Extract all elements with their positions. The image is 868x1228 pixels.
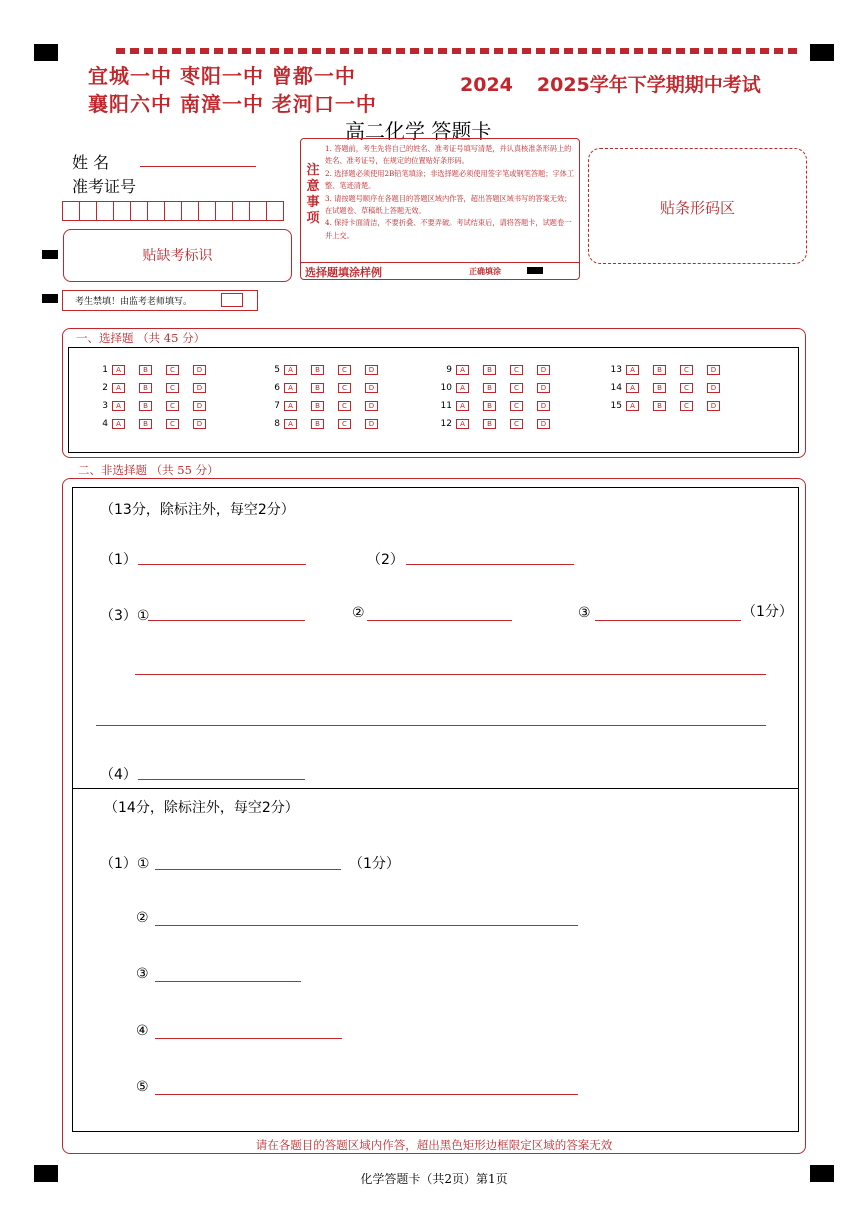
- q16-part1-label: （1）: [100, 552, 137, 568]
- mc-title: 一、选择题 （共 45 分）: [76, 331, 206, 345]
- corner-mark-top-right: [810, 44, 834, 61]
- mc-option-bubble[interactable]: C: [338, 401, 351, 411]
- mc-option-bubble[interactable]: C: [510, 401, 523, 411]
- q16-part3c-score: （1分）: [742, 604, 793, 620]
- q16-header: （13分，除标注外，每空2分）: [100, 502, 295, 518]
- mc-option-bubble[interactable]: B: [483, 401, 496, 411]
- mc-option-bubble[interactable]: C: [510, 365, 523, 375]
- q16-part3-answer-3[interactable]: [595, 620, 741, 621]
- top-dash-line: [116, 48, 801, 54]
- schools-line-2: 襄阳六中 南漳一中 老河口一中: [88, 92, 377, 116]
- mc-question-number: 6: [274, 383, 280, 393]
- mc-question-number: 4: [102, 419, 108, 429]
- mc-option-bubble[interactable]: A: [284, 401, 297, 411]
- mc-option-bubble[interactable]: C: [338, 383, 351, 393]
- mc-question-row: [92, 383, 220, 393]
- q17-item3-answer[interactable]: [155, 981, 301, 982]
- side-mark-2: [42, 294, 58, 303]
- mc-question-number: 10: [440, 383, 452, 393]
- name-label: 姓 名: [72, 153, 110, 172]
- q17-part1-score: （1分）: [349, 856, 400, 872]
- mc-option-bubble[interactable]: C: [680, 383, 693, 393]
- mc-option-bubble[interactable]: C: [338, 419, 351, 429]
- mc-question-number: 14: [610, 383, 622, 393]
- mc-question-number: 8: [274, 419, 280, 429]
- mc-option-bubble[interactable]: A: [456, 419, 469, 429]
- q16-part2-answer[interactable]: [406, 564, 574, 565]
- mc-option-bubble[interactable]: A: [456, 401, 469, 411]
- mc-option-bubble[interactable]: B: [653, 383, 666, 393]
- q16-part2-label: （2）: [367, 552, 404, 568]
- mc-option-bubble[interactable]: A: [284, 365, 297, 375]
- mc-option-bubble[interactable]: D: [537, 365, 550, 375]
- exam-id-grid[interactable]: [62, 201, 283, 221]
- q17-header: （14分，除标注外，每空2分）: [104, 800, 299, 816]
- mc-option-bubble[interactable]: A: [626, 401, 639, 411]
- mc-question-row: [436, 383, 564, 393]
- mc-question-row: [92, 365, 220, 375]
- q16-long-answer-line-2[interactable]: [96, 725, 766, 726]
- mc-option-bubble[interactable]: C: [166, 419, 179, 429]
- correct-fill-sample: [527, 267, 543, 274]
- mc-option-bubble[interactable]: B: [483, 419, 496, 429]
- page-number: 化学答题卡（共2页）第1页: [360, 1172, 508, 1186]
- mc-option-bubble[interactable]: C: [166, 365, 179, 375]
- notice-item: 2. 选择题必须使用2B铅笔填涂；非选择题必须使用签字笔或钢笔答题；字体工整、笔迹清楚。: [325, 168, 575, 191]
- mc-option-bubble[interactable]: D: [365, 401, 378, 411]
- q17-item2-answer[interactable]: [155, 925, 578, 926]
- mc-option-bubble[interactable]: D: [707, 383, 720, 393]
- card-title: 高二化学 答题卡: [345, 119, 492, 143]
- mc-question-row: [264, 383, 392, 393]
- mc-question-row: [436, 365, 564, 375]
- schools-line-1: 宜城一中 枣阳一中 曾都一中: [88, 64, 356, 88]
- notice-side-label: 注意事项: [306, 163, 320, 226]
- mc-question-number: 1: [102, 365, 108, 375]
- mc-question-row: [92, 419, 220, 429]
- mc-option-bubble[interactable]: B: [483, 383, 496, 393]
- corner-mark-top-left: [34, 44, 58, 61]
- mc-option-bubble[interactable]: B: [139, 419, 152, 429]
- mc-option-bubble[interactable]: D: [365, 383, 378, 393]
- mc-question-number: 5: [274, 365, 280, 375]
- q17-item3-label: ③: [136, 966, 149, 982]
- mc-option-bubble[interactable]: D: [193, 401, 206, 411]
- notice-item: 4. 保持卡面清洁，不要折叠、不要弄破。考试结束后，请将答题卡，试题卷一并上交。: [325, 218, 572, 240]
- mc-option-bubble[interactable]: A: [456, 383, 469, 393]
- q16-long-answer-line-1[interactable]: [135, 674, 766, 675]
- mc-question-number: 3: [102, 401, 108, 411]
- nonmc-title: 二、非选择题 （共 55 分）: [78, 463, 219, 477]
- q17-item5-answer[interactable]: [155, 1094, 578, 1095]
- barcode-area: 贴条形码区: [588, 148, 807, 264]
- mc-option-bubble[interactable]: B: [311, 419, 324, 429]
- mc-question-number: 13: [610, 365, 622, 375]
- exam-title: 2024 2025学年下学期期中考试: [460, 74, 761, 96]
- q16-part3-answer-2[interactable]: [367, 620, 512, 621]
- mc-question-row: [606, 401, 734, 411]
- correct-fill-label: 正确填涂: [469, 267, 501, 276]
- q16-part3-label: （3）①: [100, 608, 150, 624]
- q17-part1-label: （1）①: [100, 856, 150, 872]
- mc-option-bubble[interactable]: D: [193, 365, 206, 375]
- mc-question-number: 9: [446, 365, 452, 375]
- q17-item4-answer[interactable]: [155, 1038, 342, 1039]
- notice-item: 3. 请按题号顺序在各题目的答题区域内作答，超出答题区域书写的答案无效；在试题卷、草稿纸上答题无效。: [325, 193, 572, 216]
- mc-question-row: [436, 401, 564, 411]
- mc-option-bubble[interactable]: A: [284, 383, 297, 393]
- mc-option-bubble[interactable]: A: [284, 419, 297, 429]
- mc-option-bubble[interactable]: D: [537, 401, 550, 411]
- mc-option-bubble[interactable]: B: [311, 365, 324, 375]
- mc-question-row: [92, 401, 220, 411]
- sample-label: 选择题填涂样例: [305, 266, 382, 279]
- q17-item5-label: ⑤: [136, 1079, 149, 1095]
- mc-question-row: [436, 419, 564, 429]
- q16-part4-answer[interactable]: [138, 779, 305, 780]
- mc-option-bubble[interactable]: D: [365, 419, 378, 429]
- missing-exam-sticker-area: 贴缺考标识: [63, 229, 292, 282]
- mc-option-bubble[interactable]: B: [139, 383, 152, 393]
- q17-part1-answer[interactable]: [155, 869, 341, 870]
- mc-option-bubble[interactable]: C: [338, 365, 351, 375]
- mc-option-bubble[interactable]: D: [537, 419, 550, 429]
- mc-option-bubble[interactable]: D: [707, 365, 720, 375]
- mc-option-bubble[interactable]: A: [112, 383, 125, 393]
- mc-question-row: [606, 383, 734, 393]
- mc-option-bubble[interactable]: D: [537, 383, 550, 393]
- mc-option-bubble[interactable]: A: [112, 365, 125, 375]
- mc-question-number: 12: [440, 419, 452, 429]
- mc-option-bubble[interactable]: C: [680, 401, 693, 411]
- mc-option-bubble[interactable]: B: [653, 401, 666, 411]
- mc-question-number: 11: [440, 401, 452, 411]
- question-divider: [72, 788, 798, 789]
- mc-question-number: 15: [610, 401, 622, 411]
- mc-option-bubble[interactable]: B: [483, 365, 496, 375]
- proctor-fill-box: 考生禁填！由监考老师填写。: [62, 290, 258, 311]
- mc-option-bubble[interactable]: B: [311, 383, 324, 393]
- q16-part4-label: （4）: [100, 767, 137, 783]
- mc-option-bubble[interactable]: B: [139, 365, 152, 375]
- q16-part3c-label: ③: [578, 605, 591, 621]
- q17-item4-label: ④: [136, 1023, 149, 1039]
- mc-question-number: 7: [274, 401, 280, 411]
- mc-question-row: [264, 401, 392, 411]
- mc-question-row: [606, 365, 734, 375]
- proctor-checkbox[interactable]: [221, 293, 243, 307]
- mc-option-bubble[interactable]: C: [166, 383, 179, 393]
- q16-part3b-label: ②: [352, 605, 365, 621]
- mc-option-bubble[interactable]: C: [510, 383, 523, 393]
- mc-option-bubble[interactable]: D: [193, 383, 206, 393]
- footer-warning: 请在各题目的答题区域内作答，超出黑色矩形边框限定区域的答案无效: [255, 1138, 613, 1152]
- mc-option-bubble[interactable]: D: [707, 401, 720, 411]
- mc-option-bubble[interactable]: C: [680, 365, 693, 375]
- mc-question-number: 2: [102, 383, 108, 393]
- q17-item2-label: ②: [136, 910, 149, 926]
- mc-option-bubble[interactable]: B: [139, 401, 152, 411]
- exam-id-label: 准考证号: [72, 177, 137, 196]
- mc-option-bubble[interactable]: A: [626, 383, 639, 393]
- mc-option-bubble[interactable]: A: [456, 365, 469, 375]
- side-mark-1: [42, 250, 58, 259]
- mc-option-bubble[interactable]: C: [166, 401, 179, 411]
- mc-option-bubble[interactable]: A: [112, 419, 125, 429]
- mc-option-bubble[interactable]: A: [112, 401, 125, 411]
- mc-option-bubble[interactable]: C: [510, 419, 523, 429]
- mc-question-row: [264, 365, 392, 375]
- name-field[interactable]: [140, 166, 256, 167]
- q16-part1-answer[interactable]: [138, 564, 306, 565]
- mc-option-bubble[interactable]: B: [311, 401, 324, 411]
- q16-part3-answer-1[interactable]: [148, 620, 305, 621]
- notice-box: [300, 138, 580, 280]
- mc-option-bubble[interactable]: D: [193, 419, 206, 429]
- mc-inner-frame: [68, 347, 799, 453]
- mc-option-bubble[interactable]: D: [365, 365, 378, 375]
- mc-question-row: [264, 419, 392, 429]
- mc-option-bubble[interactable]: B: [653, 365, 666, 375]
- mc-option-bubble[interactable]: A: [626, 365, 639, 375]
- notice-item: 1. 答题前，考生先将自己的姓名、准考证号填写清楚，并认真核准条形码上的姓名、准考证号，在规定的位置贴好条形码。: [325, 144, 572, 166]
